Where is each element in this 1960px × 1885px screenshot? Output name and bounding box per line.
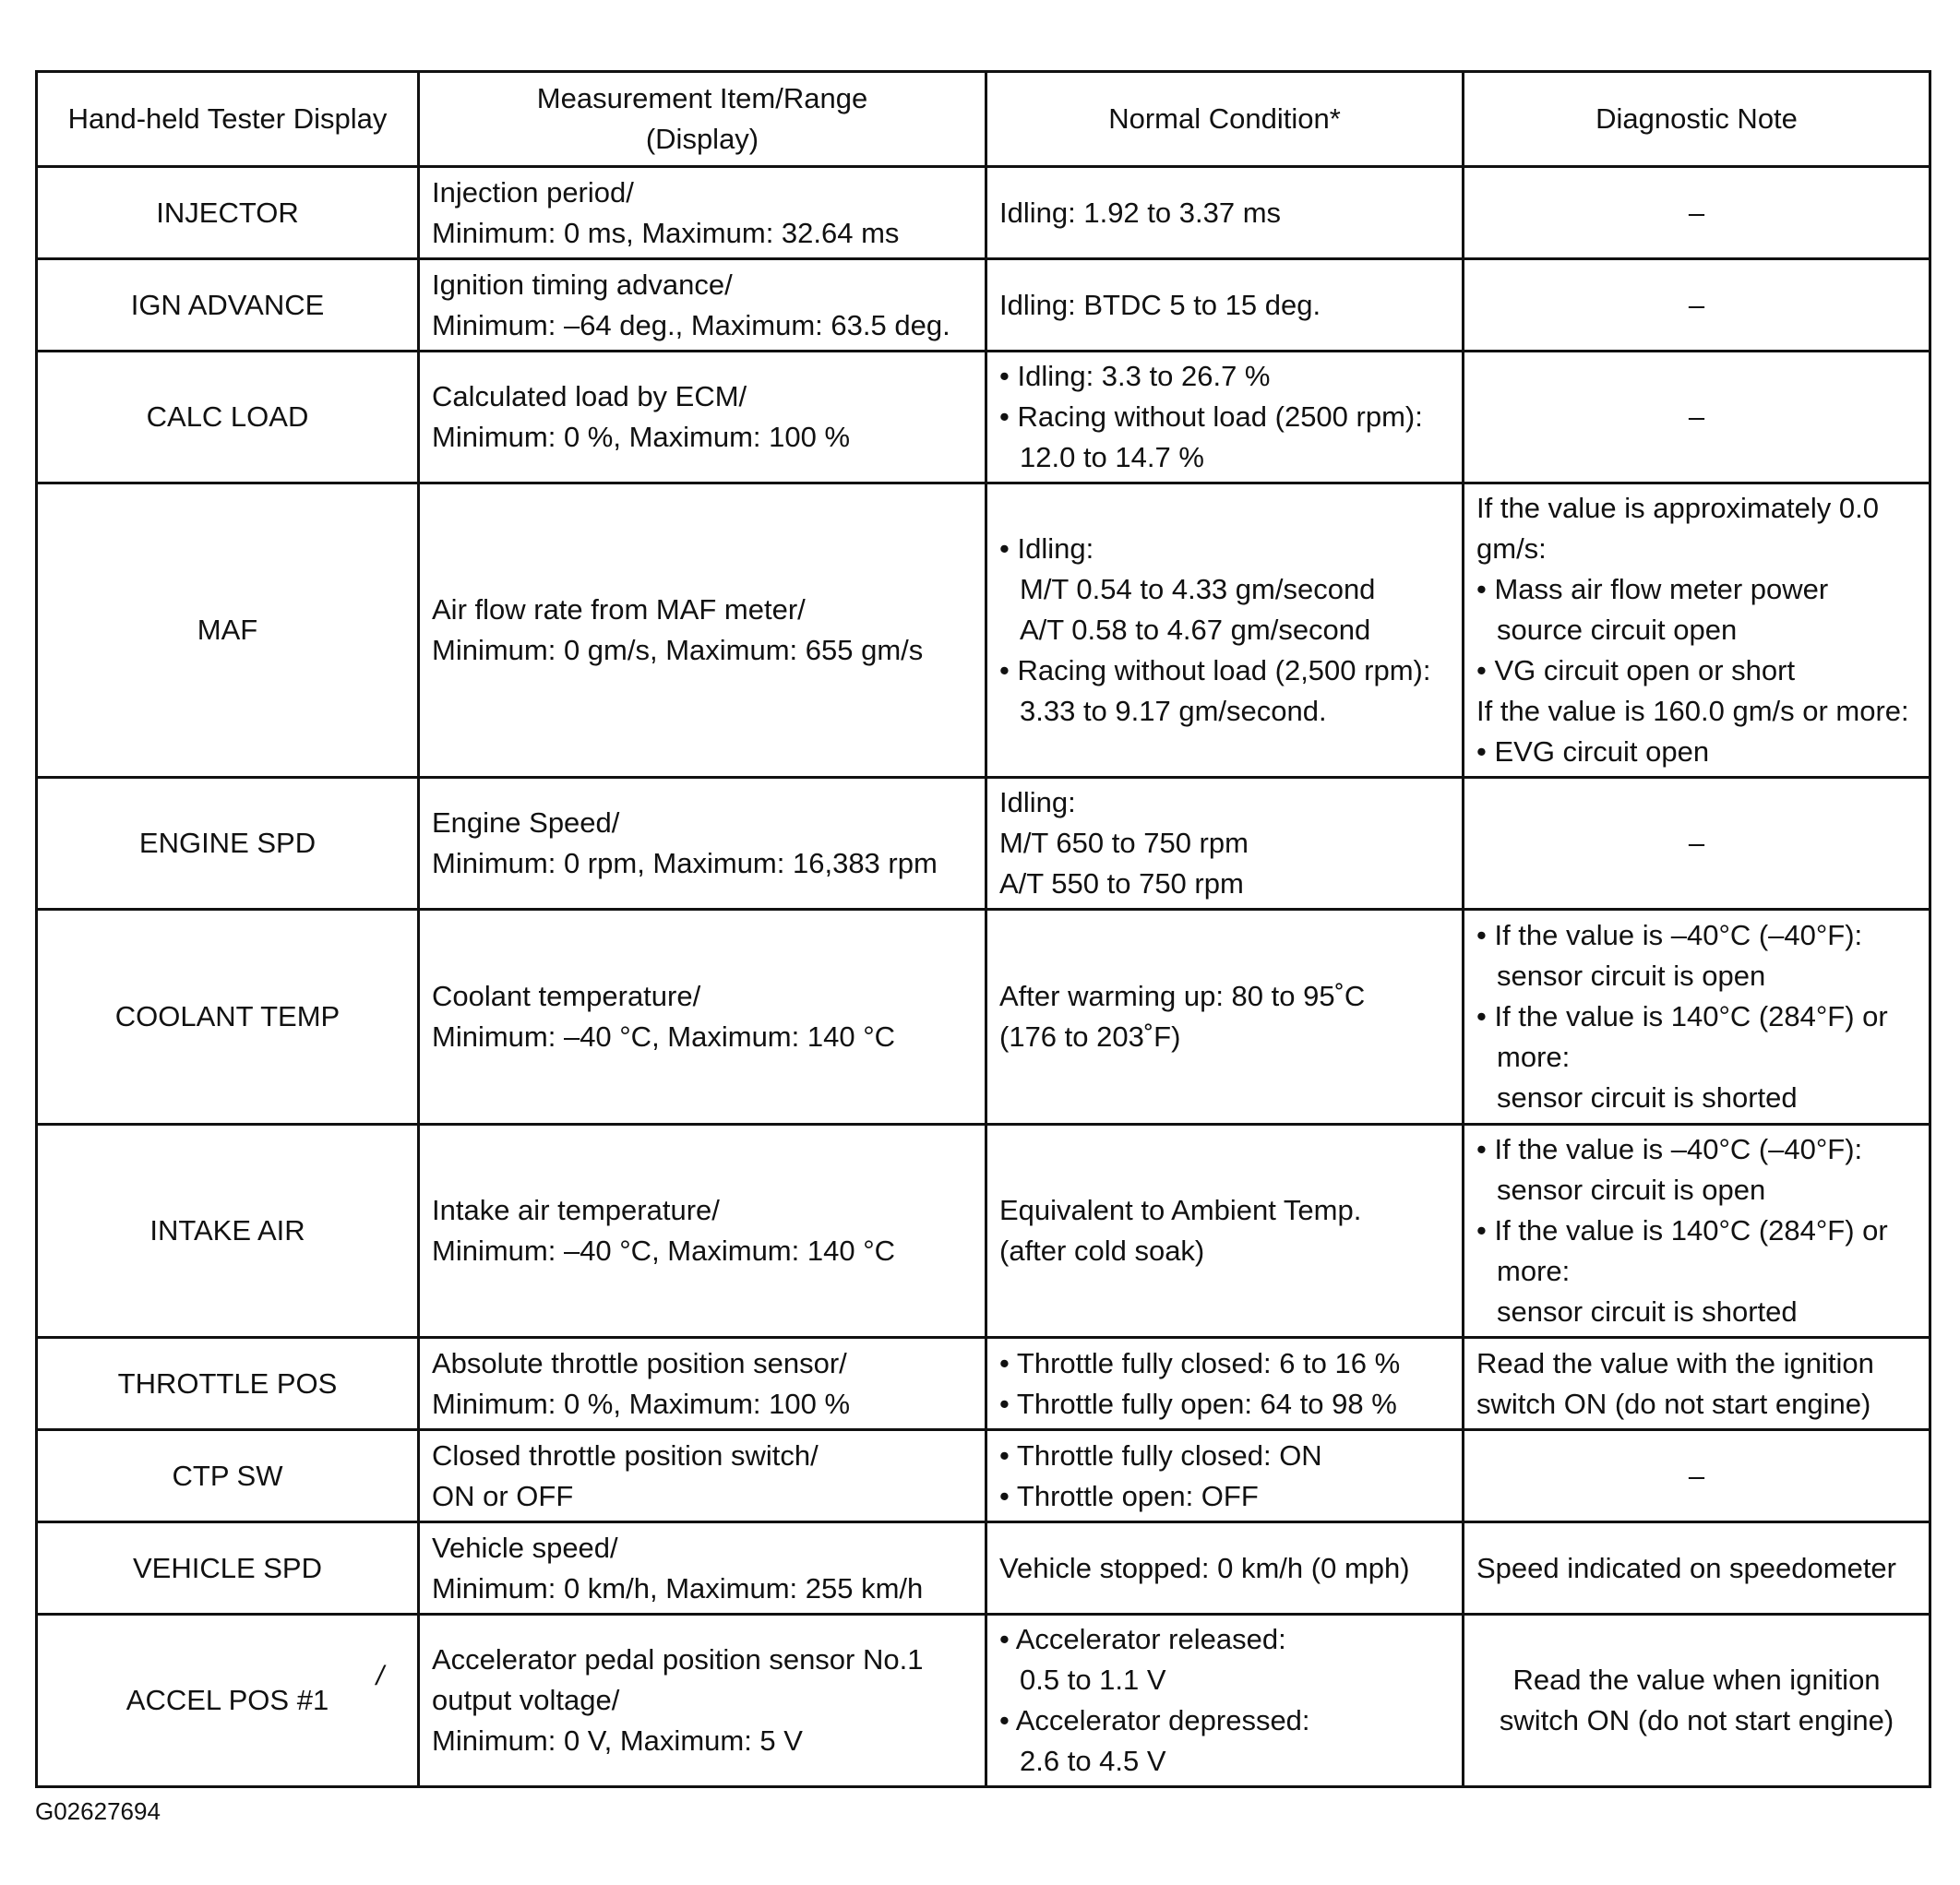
- header-normal-text: Normal Condition*: [1108, 102, 1341, 135]
- header-measurement: [419, 72, 986, 167]
- note-line: If the value is 160.0 gm/s or more:: [1476, 695, 1909, 727]
- row-throttle-pos-normal: [986, 1338, 1464, 1430]
- row-maf-normal: [986, 483, 1464, 778]
- normal-bullet: • Racing without load (2500 rpm):: [999, 400, 1423, 433]
- row-injector-display: INJECTOR: [37, 167, 419, 259]
- table-row: [37, 1430, 1930, 1522]
- row-injector-normal: [986, 167, 1464, 259]
- note-line: switch ON (do not start engine): [1499, 1704, 1894, 1736]
- header-normal: [986, 72, 1464, 167]
- range-line: Air flow rate from MAF meter/: [432, 593, 806, 626]
- note-line: gm/s:: [1476, 532, 1547, 565]
- row-calc-load-range: [419, 352, 986, 483]
- row-ctp-sw-normal: [986, 1430, 1464, 1522]
- range-line: Minimum: –40 °C, Maximum: 140 °C: [432, 1020, 895, 1053]
- table-row: [37, 1615, 1930, 1787]
- note-bullet: • If the value is –40°C (–40°F):: [1476, 919, 1863, 951]
- row-ign-advance-range: [419, 259, 986, 352]
- row-coolant-temp-range: [419, 910, 986, 1125]
- row-accel-pos1-normal: [986, 1615, 1464, 1787]
- row-accel-pos1-label: ACCEL POS #1: [125, 1684, 329, 1716]
- normal-bullet: • Idling:: [999, 532, 1094, 565]
- row-maf-display: MAF: [37, 483, 419, 778]
- normal-line: (after cold soak): [999, 1235, 1205, 1267]
- row-maf-range: [419, 483, 986, 778]
- normal-line: M/T 650 to 750 rpm: [999, 827, 1249, 859]
- normal-bullet: • Idling: 3.3 to 26.7 %: [999, 360, 1271, 392]
- note-line: sensor circuit is shorted: [1497, 1295, 1798, 1328]
- row-engine-spd-normal: [986, 778, 1464, 910]
- row-intake-air-note: [1464, 1125, 1930, 1338]
- header-row: [37, 72, 1930, 167]
- row-ign-advance-normal: [986, 259, 1464, 352]
- normal-line: 2.6 to 4.5 V: [1020, 1745, 1166, 1777]
- row-coolant-temp-display: COOLANT TEMP: [37, 910, 419, 1125]
- normal-line: A/T 0.58 to 4.67 gm/second: [1020, 614, 1371, 646]
- row-ctp-sw-note: –: [1464, 1430, 1930, 1522]
- note-line: more:: [1497, 1255, 1571, 1287]
- data-list-table: [35, 70, 1931, 1788]
- header-note-text: Diagnostic Note: [1595, 102, 1798, 135]
- row-calc-load-note: –: [1464, 352, 1930, 483]
- range-line: Minimum: 0 km/h, Maximum: 255 km/h: [432, 1571, 924, 1605]
- normal-line: Equivalent to Ambient Temp.: [999, 1194, 1362, 1226]
- range-line: Calculated load by ECM/: [432, 380, 747, 412]
- table-row: [37, 778, 1930, 910]
- normal-bullet: • Throttle fully closed: ON: [999, 1438, 1322, 1472]
- row-throttle-pos-display: THROTTLE POS: [37, 1338, 419, 1430]
- row-coolant-temp-note: [1464, 910, 1930, 1125]
- normal-line: A/T 550 to 750 rpm: [999, 867, 1244, 900]
- normal-bullet: • Throttle fully open: 64 to 98 %: [999, 1387, 1397, 1420]
- row-vehicle-spd-display: VEHICLE SPD: [37, 1522, 419, 1615]
- row-intake-air-normal: [986, 1125, 1464, 1338]
- header-note: [1464, 72, 1930, 167]
- spec-sheet: [35, 70, 1929, 1788]
- range-line: Ignition timing advance/: [432, 268, 733, 301]
- row-coolant-temp-normal: [986, 910, 1464, 1125]
- normal-bullet: • Throttle open: OFF: [999, 1479, 1259, 1512]
- note-line: Read the value when ignition: [1512, 1664, 1881, 1696]
- normal-line: Vehicle stopped: 0 km/h (0 mph): [999, 1551, 1410, 1584]
- header-display-text: Hand-held Tester Display: [67, 102, 388, 135]
- table-row: [37, 259, 1930, 352]
- range-line: Accelerator pedal position sensor No.1: [432, 1643, 924, 1676]
- note-line: sensor circuit is shorted: [1497, 1081, 1798, 1114]
- note-line: source circuit open: [1497, 614, 1738, 646]
- row-engine-spd-range: [419, 778, 986, 910]
- range-line: Injection period/: [432, 175, 634, 209]
- range-line: ON or OFF: [432, 1479, 574, 1512]
- normal-line: After warming up: 80 to 95˚C: [999, 980, 1366, 1012]
- range-line: Closed throttle position switch/: [432, 1438, 819, 1472]
- row-injector-note: –: [1464, 167, 1930, 259]
- row-ign-advance-note: –: [1464, 259, 1930, 352]
- row-intake-air-range: [419, 1125, 986, 1338]
- row-accel-pos1-note: [1464, 1615, 1930, 1787]
- normal-line: Idling: BTDC 5 to 15 deg.: [999, 288, 1321, 321]
- range-line: Engine Speed/: [432, 806, 620, 839]
- normal-line: Idling: 1.92 to 3.37 ms: [999, 196, 1282, 229]
- note-line: sensor circuit is open: [1497, 960, 1766, 992]
- row-engine-spd-display: ENGINE SPD: [37, 778, 419, 910]
- header-measurement-line2: (Display): [645, 123, 759, 155]
- normal-bullet: • Accelerator released:: [999, 1623, 1286, 1655]
- row-ign-advance-display: IGN ADVANCE: [37, 259, 419, 352]
- range-line: Minimum: 0 V, Maximum: 5 V: [432, 1724, 803, 1757]
- row-accel-pos1-range: [419, 1615, 986, 1787]
- table-row: [37, 910, 1930, 1125]
- normal-line: (176 to 203˚F): [999, 1020, 1181, 1053]
- normal-bullet: • Accelerator depressed:: [999, 1704, 1310, 1736]
- row-throttle-pos-note: [1464, 1338, 1930, 1430]
- range-line: Coolant temperature/: [432, 980, 701, 1012]
- range-line: Minimum: 0 rpm, Maximum: 16,383 rpm: [432, 847, 938, 879]
- table-row: [37, 167, 1930, 259]
- note-line: sensor circuit is open: [1497, 1174, 1766, 1206]
- table-row: [37, 1522, 1930, 1615]
- range-line: Minimum: 0 gm/s, Maximum: 655 gm/s: [432, 634, 924, 666]
- row-vehicle-spd-normal: [986, 1522, 1464, 1615]
- range-line: Minimum: –64 deg., Maximum: 63.5 deg.: [432, 308, 950, 341]
- range-line: Minimum: 0 ms, Maximum: 32.64 ms: [432, 216, 900, 249]
- note-bullet: • VG circuit open or short: [1476, 654, 1796, 686]
- row-calc-load-display: CALC LOAD: [37, 352, 419, 483]
- note-line: more:: [1497, 1041, 1571, 1073]
- normal-line: M/T 0.54 to 4.33 gm/second: [1020, 573, 1376, 605]
- normal-line: 12.0 to 14.7 %: [1020, 441, 1204, 473]
- range-line: Absolute throttle position sensor/: [432, 1346, 847, 1379]
- row-vehicle-spd-note: [1464, 1522, 1930, 1615]
- range-line: Minimum: 0 %, Maximum: 100 %: [432, 421, 851, 453]
- row-intake-air-display: INTAKE AIR: [37, 1125, 419, 1338]
- header-display: [37, 72, 419, 167]
- row-injector-range: [419, 167, 986, 259]
- note-line: Read the value with the ignition: [1476, 1346, 1874, 1379]
- header-measurement-line1: Measurement Item/Range: [536, 82, 868, 114]
- range-line: Minimum: –40 °C, Maximum: 140 °C: [432, 1235, 895, 1267]
- stray-pen-mark: /: [376, 1661, 384, 1691]
- note-line: Speed indicated on speedometer: [1476, 1551, 1896, 1584]
- normal-bullet: • Racing without load (2,500 rpm):: [999, 654, 1431, 686]
- note-bullet: • If the value is –40°C (–40°F):: [1476, 1133, 1863, 1165]
- row-ctp-sw-display: CTP SW: [37, 1430, 419, 1522]
- row-vehicle-spd-range: [419, 1522, 986, 1615]
- row-engine-spd-note: –: [1464, 778, 1930, 910]
- figure-id-label: G02627694: [35, 1797, 161, 1825]
- note-bullet: • If the value is 140°C (284°F) or: [1476, 1214, 1888, 1247]
- note-bullet: • EVG circuit open: [1476, 735, 1710, 768]
- note-bullet: • If the value is 140°C (284°F) or: [1476, 1000, 1888, 1032]
- note-line: If the value is approximately 0.0: [1476, 492, 1879, 524]
- normal-line: Idling:: [999, 786, 1076, 818]
- row-ctp-sw-range: [419, 1430, 986, 1522]
- table-row: [37, 352, 1930, 483]
- row-throttle-pos-range: [419, 1338, 986, 1430]
- range-line: Minimum: 0 %, Maximum: 100 %: [432, 1387, 851, 1420]
- row-maf-note: [1464, 483, 1930, 778]
- normal-bullet: • Throttle fully closed: 6 to 16 %: [999, 1346, 1401, 1379]
- note-bullet: • Mass air flow meter power: [1476, 573, 1829, 605]
- range-line: Vehicle speed/: [432, 1531, 618, 1564]
- row-accel-pos1-display: [37, 1615, 419, 1787]
- normal-line: 0.5 to 1.1 V: [1020, 1664, 1166, 1696]
- table-row: [37, 483, 1930, 778]
- range-line: Intake air temperature/: [432, 1194, 720, 1226]
- note-line: switch ON (do not start engine): [1476, 1387, 1871, 1420]
- range-line: output voltage/: [432, 1684, 620, 1716]
- table-row: [37, 1338, 1930, 1430]
- row-calc-load-normal: [986, 352, 1464, 483]
- normal-line: 3.33 to 9.17 gm/second.: [1020, 695, 1327, 727]
- table-row: [37, 1125, 1930, 1338]
